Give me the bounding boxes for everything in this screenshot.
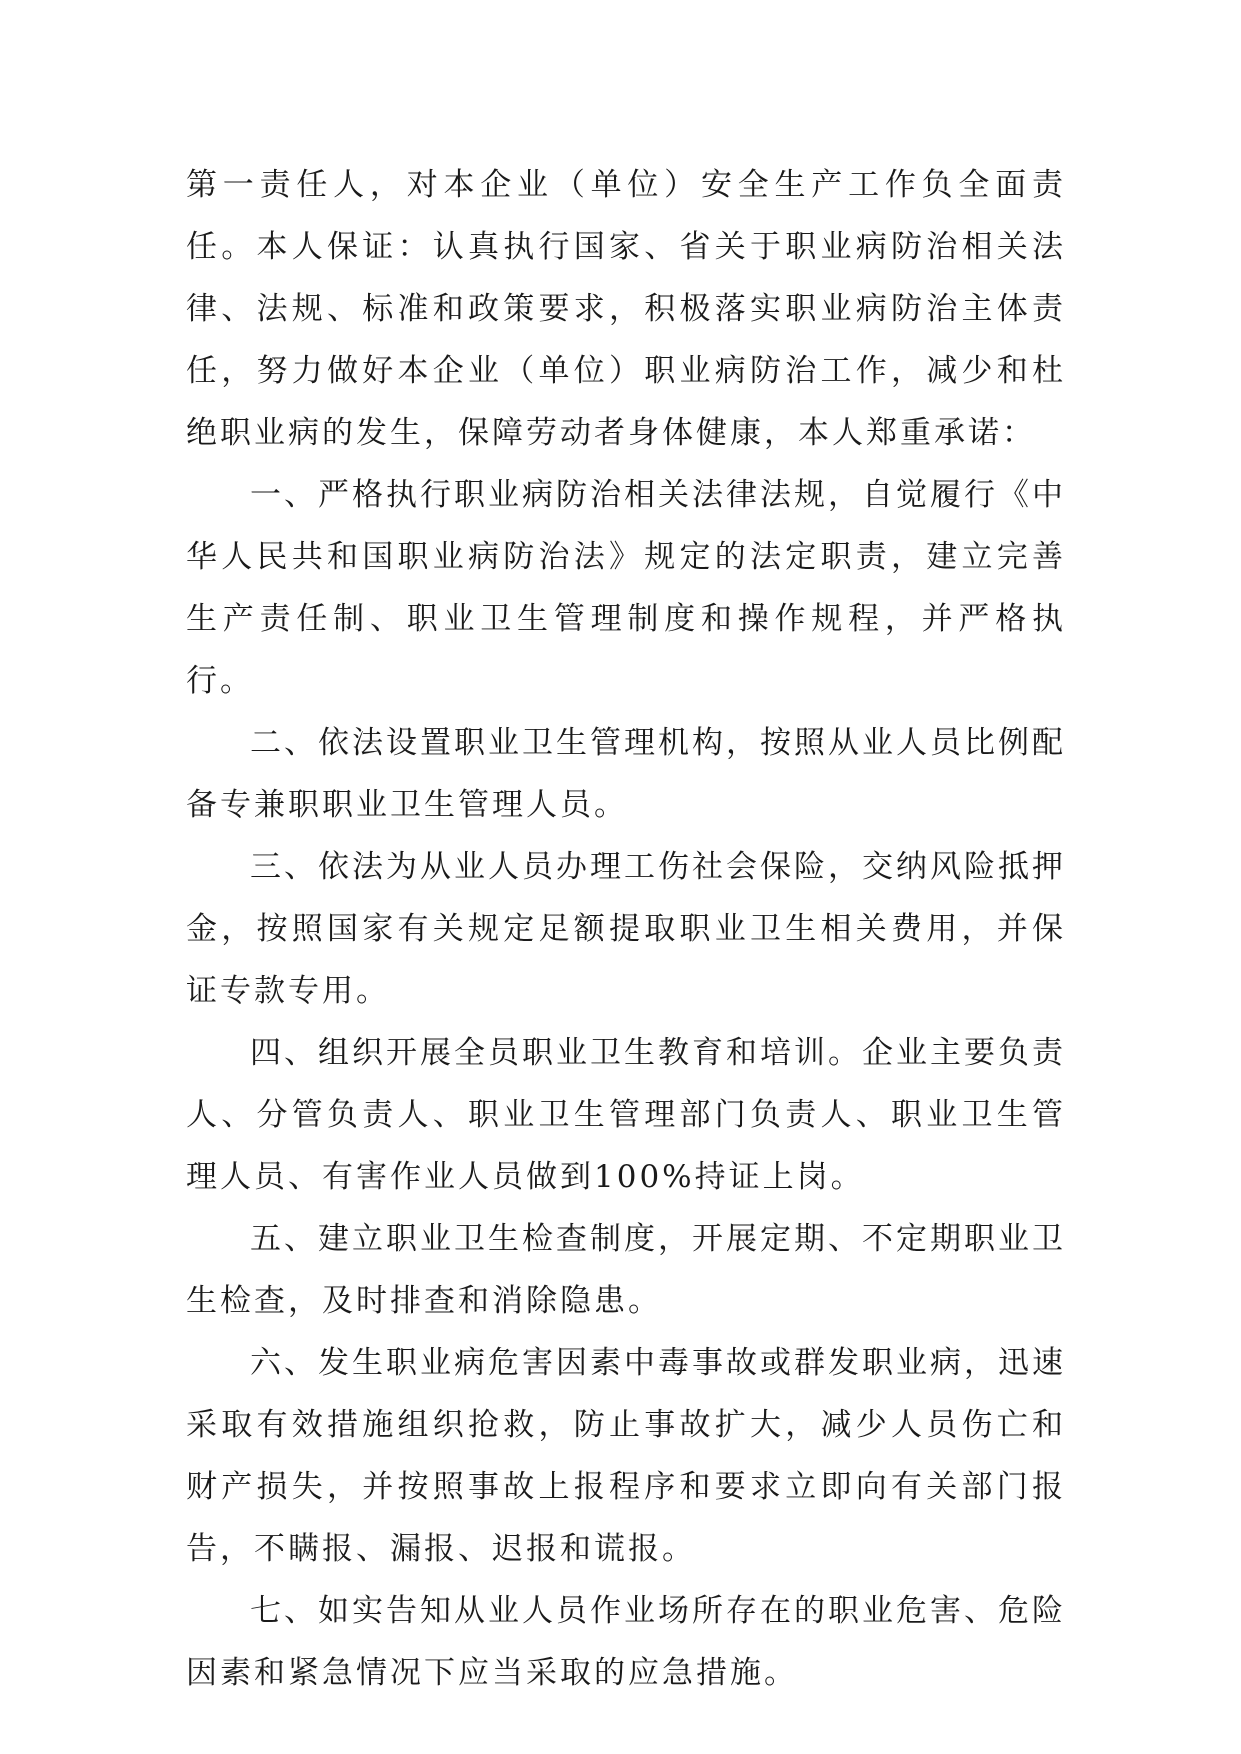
paragraph-item-6: 六、发生职业病危害因素中毒事故或群发职业病，迅速采取有效措施组织抢救，防止事故扩大，减少人员伤亡和财产损失，并按照事故上报程序和要求立即向有关部门报告，不瞒报、漏报、迟报和谎报。 [186, 1345, 1066, 1567]
paragraph-intro: 第一责任人，对本企业（单位）安全生产工作负全面责任。本人保证：认真执行国家、省关于职业病防治相关法律、法规、标准和政策要求，积极落实职业病防治主体责任，努力做好本企业（单位）职业病防治工作，减少和杜绝职业病的发生，保障劳动者身体健康，本人郑重承诺： [186, 167, 1066, 451]
paragraph-item-3: 三、依法为从业人员办理工伤社会保险，交纳风险抵押金，按照国家有关规定足额提取职业卫生相关费用，并保证专款专用。 [186, 849, 1066, 1009]
paragraph-item-2: 二、依法设置职业卫生管理机构，按照从业人员比例配备专兼职职业卫生管理人员。 [186, 725, 1066, 823]
paragraph-item-7: 七、如实告知从业人员作业场所存在的职业危害、危险因素和紧急情况下应当采取的应急措施。 [186, 1593, 1066, 1691]
document-body [186, 154, 1066, 1704]
paragraph-item-5: 五、建立职业卫生检查制度，开展定期、不定期职业卫生检查，及时排查和消除隐患。 [186, 1221, 1066, 1319]
paragraph-item-1: 一、严格执行职业病防治相关法律法规，自觉履行《中华人民共和国职业病防治法》规定的法定职责，建立完善生产责任制、职业卫生管理制度和操作规程，并严格执行。 [186, 477, 1066, 699]
paragraph-item-4: 四、组织开展全员职业卫生教育和培训。企业主要负责人、分管负责人、职业卫生管理部门负责人、职业卫生管理人员、有害作业人员做到100%持证上岗。 [186, 1035, 1066, 1195]
